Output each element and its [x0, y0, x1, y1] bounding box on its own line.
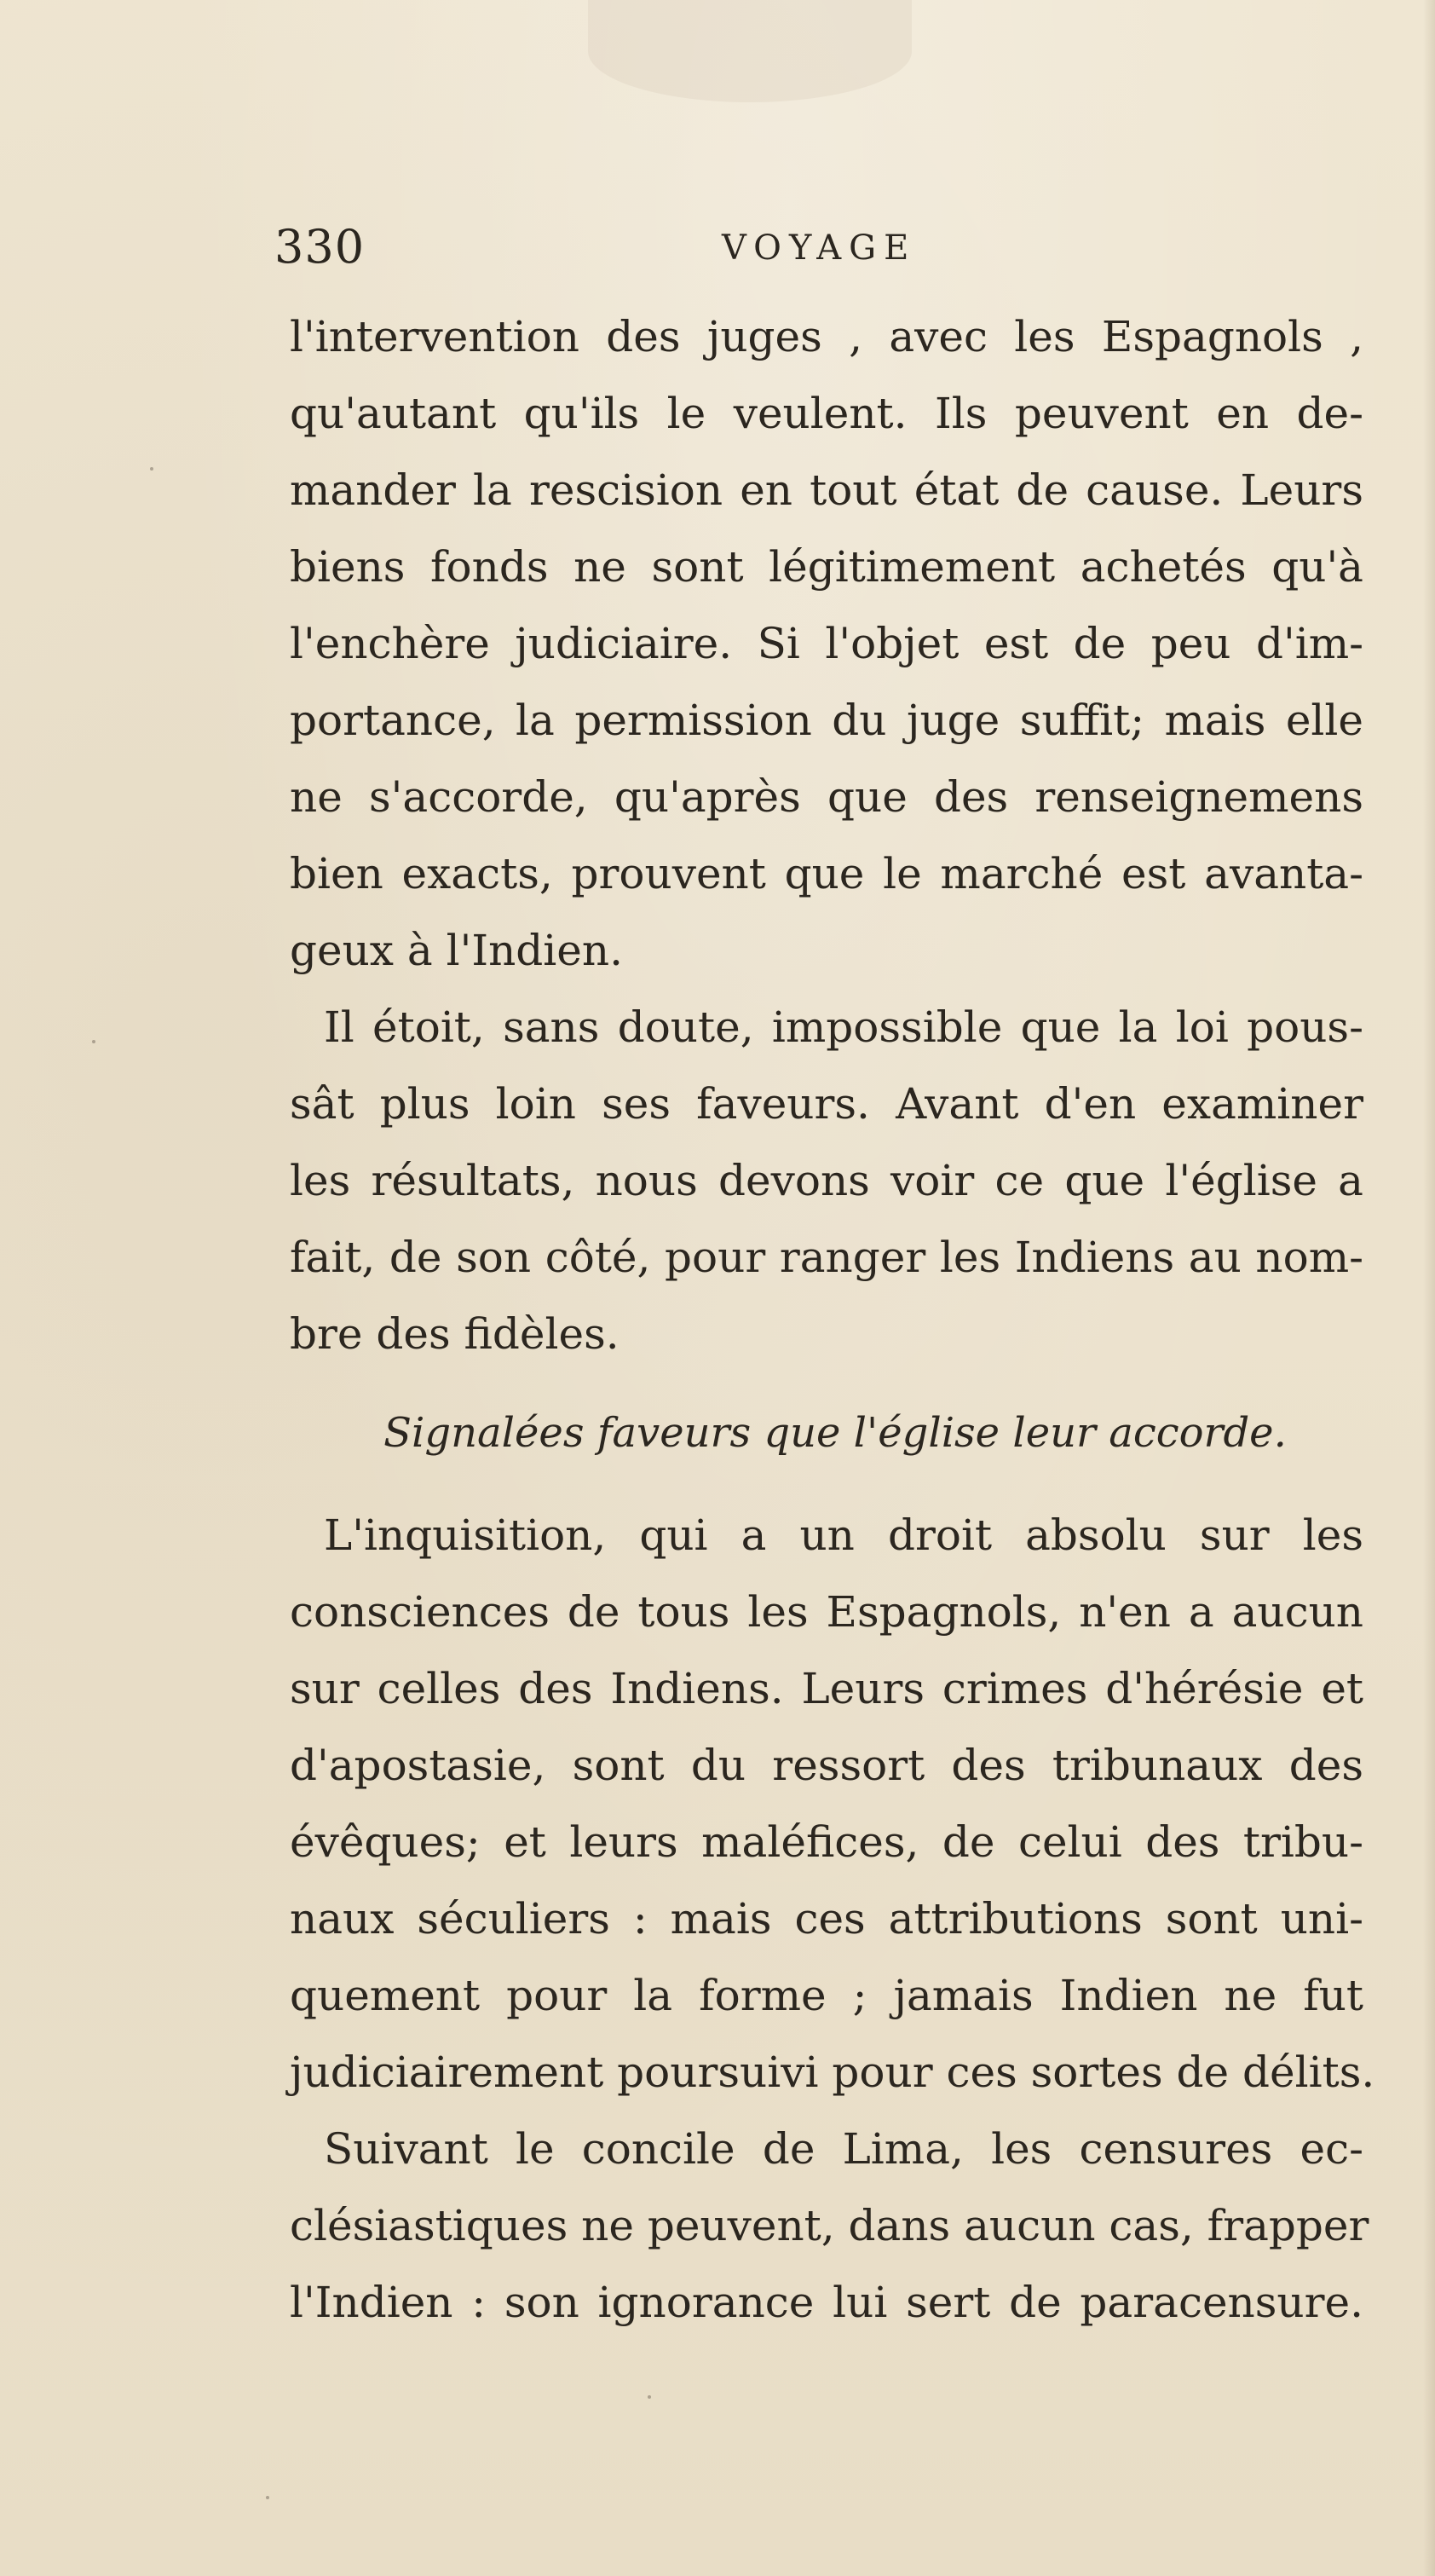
text-line: sur celles des Indiens. Leurs crimes d'hérésie et — [290, 1664, 1363, 1713]
text-line: L'inquisition, qui a un droit absolu sur les — [324, 1510, 1363, 1560]
running-title: VOYAGE — [722, 228, 917, 268]
body-text — [290, 298, 1375, 2341]
paper-speck — [266, 2496, 269, 2499]
text-line: qu'autant qu'ils le veulent. Ils peuvent en de- — [290, 389, 1363, 438]
text-line: les résultats, nous devons voir ce que l'église a — [290, 1156, 1363, 1205]
page-edge-shadow — [1423, 0, 1435, 2576]
text-line: l'intervention des juges , avec les Espagnols , — [290, 312, 1363, 361]
text-line: bien exacts, prouvent que le marché est avanta- — [290, 849, 1363, 898]
paper-speck — [150, 467, 153, 471]
text-line: bre des fidèles. — [290, 1309, 620, 1359]
text-line: judiciairement poursuivi pour ces sortes de délits. — [290, 2048, 1375, 2097]
text-line: sât plus loin ses faveurs. Avant d'en examiner — [290, 1079, 1363, 1129]
text-line: d'apostasie, sont du ressort des tribunaux des — [290, 1741, 1363, 1790]
text-line: l'Indien : son ignorance lui sert de paracensure. — [290, 2278, 1363, 2327]
section-heading: Signalées faveurs que l'église leur accorde. — [383, 1409, 1287, 1457]
paper-speck — [648, 2395, 651, 2399]
text-line: fait, de son côté, pour ranger les Indiens au nom- — [290, 1233, 1363, 1282]
text-line: évêques; et leurs maléfices, de celui des tribu- — [290, 1817, 1363, 1867]
running-head — [274, 220, 1127, 280]
paper-stain — [588, 0, 912, 102]
text-line: quement pour la forme ; jamais Indien ne fut — [290, 1971, 1363, 2020]
paper-speck — [92, 1040, 95, 1043]
text-line: naux séculiers : mais ces attributions sont uni- — [290, 1894, 1363, 1944]
text-line: ne s'accorde, qu'après que des renseignemens — [290, 772, 1363, 822]
text-line: consciences de tous les Espagnols, n'en a aucun — [290, 1587, 1363, 1637]
text-line: Il étoit, sans doute, impossible que la loi pous- — [324, 1002, 1363, 1052]
text-line: clésiastiques ne peuvent, dans aucun cas, frapper — [290, 2201, 1369, 2250]
text-line: l'enchère judiciaire. Si l'objet est de peu d'im- — [290, 619, 1363, 668]
text-line: biens fonds ne sont légitimement achetés qu'à — [290, 542, 1363, 592]
page-number: 330 — [274, 220, 366, 274]
text-line: mander la rescision en tout état de cause. Leurs — [290, 465, 1363, 515]
text-line: portance, la permission du juge suffit; mais elle — [290, 696, 1363, 745]
text-line: Suivant le concile de Lima, les censures ec- — [324, 2124, 1363, 2174]
text-line: geux à l'Indien. — [290, 926, 623, 975]
